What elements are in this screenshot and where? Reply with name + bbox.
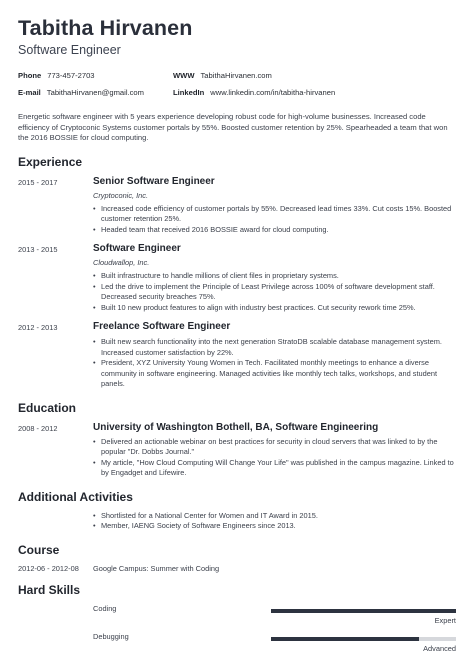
job-bullets	[93, 204, 456, 236]
linkedin-value[interactable]: www.linkedin.com/in/tabitha-hirvanen	[210, 88, 336, 97]
job-company: Cloudwallop, Inc.	[93, 258, 150, 268]
education-entry	[18, 422, 456, 479]
phone-label: Phone	[18, 71, 42, 80]
education-title: University of Washington Bothell, BA, Software Engineering	[93, 421, 379, 433]
email-value[interactable]: TabithaHirvanen@gmail.com	[46, 88, 144, 97]
course-dates: 2012-06 - 2012-08	[18, 563, 79, 573]
job-dates: 2013 - 2015	[18, 245, 58, 255]
education-heading: Education	[18, 400, 77, 415]
skill-bar	[271, 609, 456, 613]
bullet-item: • Delivered an actionable webinar on best practices for security in cloud servers that was linked to by the popular "Dr. Dobbs Journal."	[93, 437, 456, 458]
contact-www	[173, 70, 456, 81]
candidate-name: Tabitha Hirvanen	[18, 16, 193, 40]
bullet-item: • President, XYZ University Young Women in Tech. Facilitated monthly meetings to enhance a diverse community in software engineering. Managed activities like monthly tech talks, workshops, and student panels.	[93, 358, 456, 390]
job-title: Software Engineer	[93, 243, 181, 255]
bullet-item: • Member, IAENG Society of Software Engineers since 2013.	[93, 521, 456, 532]
bullet-item: • Shortlisted for a National Center for Women and IT Award in 2015.	[93, 511, 456, 522]
bullet-item: • Built new search functionality into the next generation StratoDB scalable database management system. Increased customer satisfaction by 22%.	[93, 337, 456, 358]
bullet-item: • Headed team that received 2016 BOSSIE award for cloud computing.	[93, 225, 456, 236]
course-heading: Course	[18, 542, 60, 557]
job-bullets	[93, 337, 456, 390]
experience-entry	[18, 243, 456, 313]
skills-heading: Hard Skills	[18, 582, 81, 597]
course-name: Google Campus: Summer with Coding	[93, 563, 220, 573]
bullet-item: • Increased code efficiency of customer portals by 55%. Decreased lead times 33%. Cut costs 15%. Boosted customer retention 25%.	[93, 204, 456, 225]
education-dates: 2008 - 2012	[18, 423, 58, 433]
activities-entry	[18, 511, 456, 532]
skill-bar-fill	[271, 609, 456, 613]
bullet-item: • Built 10 new product features to align with industry best practices. Cut security rework time 25%.	[93, 303, 456, 314]
job-title: Senior Software Engineer	[93, 175, 215, 187]
job-dates: 2015 - 2017	[18, 177, 58, 187]
job-title: Freelance Software Engineer	[93, 321, 231, 333]
linkedin-label: LinkedIn	[173, 88, 205, 97]
bullet-item: • My article, "How Cloud Computing Will Change Your Life" was published in the campus magazine. Linked to by Engadget and Lifewire.	[93, 458, 456, 479]
bullet-item: • Built infrastructure to handle millions of client files in proprietary systems.	[93, 271, 456, 282]
www-value[interactable]: TabithaHirvanen.com	[200, 71, 272, 80]
skill-row	[18, 632, 456, 654]
summary: Energetic software engineer with 5 years experience developing robust code for high-volume businesses. Increased code efficiency of Cryptoconic Systems customer portals by 55%. Boosted customer retention by 25%. Spearheaded a team that won the 2016 BOSSIE for cloud computing.	[18, 112, 448, 143]
experience-entry	[18, 321, 456, 390]
job-company: Cryptoconic, Inc.	[93, 190, 149, 200]
phone-value: 773-457-2703	[47, 71, 95, 80]
experience-entry	[18, 176, 456, 236]
job-dates: 2012 - 2013	[18, 323, 58, 333]
education-bullets	[93, 437, 456, 479]
skill-level: Expert	[434, 615, 456, 625]
experience-heading: Experience	[18, 154, 83, 169]
skill-row	[18, 604, 456, 626]
contact-linkedin	[173, 87, 456, 98]
email-label: E-mail	[18, 88, 41, 97]
contact-phone	[18, 70, 173, 81]
contact-info	[18, 70, 456, 98]
skill-bar	[271, 637, 456, 641]
job-bullets	[93, 271, 456, 313]
candidate-title: Software Engineer	[18, 43, 121, 57]
bullet-item: • Led the drive to implement the Principle of Least Privilege across 100% of software development staff. Decreased security breaches 75%.	[93, 282, 456, 303]
skill-level: Advanced	[423, 643, 456, 653]
skill-name: Coding	[93, 603, 117, 613]
course-entry	[18, 564, 456, 574]
skill-name: Debugging	[93, 631, 129, 641]
activities-heading: Additional Activities	[18, 489, 133, 504]
activities-bullets	[93, 511, 456, 532]
contact-email	[18, 87, 173, 98]
www-label: WWW	[173, 71, 195, 80]
skill-bar-fill	[271, 637, 419, 641]
